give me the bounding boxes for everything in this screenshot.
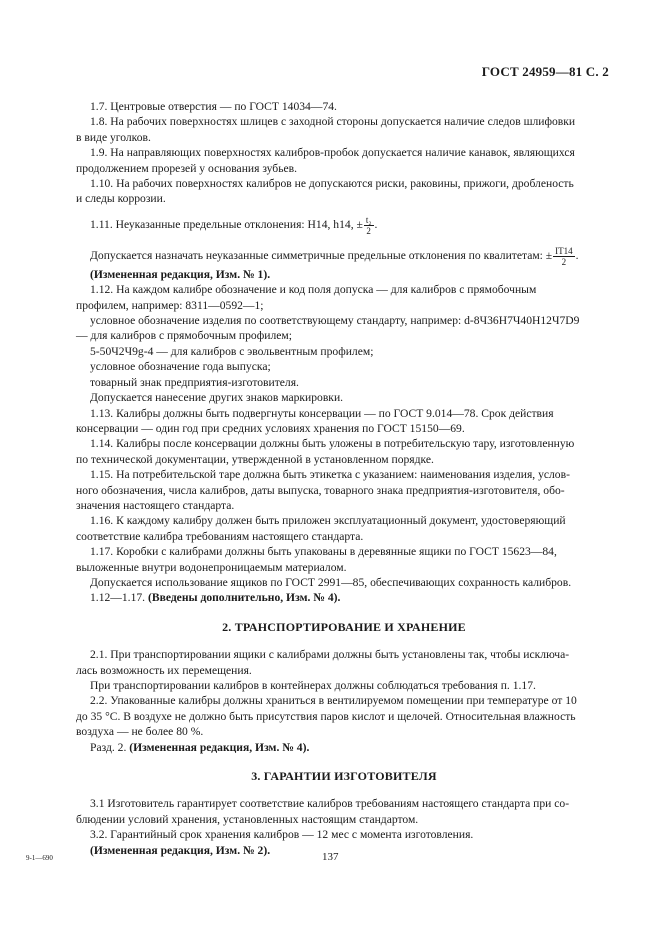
para-2-2: 2.2. Упакованные калибры должны храниться в вентилируемом помещении при температуре от 10 xyxy=(90,694,577,708)
para-1-9: 1.9. На направляющих поверхностях калибров-пробок допускается наличие канавок, являющихся xyxy=(90,146,575,160)
para-3-2: 3.2. Гарантийный срок хранения калибров — 12 мес с момента изготовления. xyxy=(90,828,474,842)
para-1-12-e: 5-50Ч2Ч9g-4 — для калибров с эвольвентным профилем; xyxy=(90,344,374,358)
para-3-1-cont: блюдении условий хранения, установленных настоящим стандартом. xyxy=(76,812,419,826)
para-2-1-cont: лась возможность их перемещения. xyxy=(76,663,252,677)
para-1-15-c: значения настоящего стандарта. xyxy=(76,498,235,512)
para-1-16-cont: соответствие калибра требованиям настоящего стандарта. xyxy=(76,529,364,543)
fraction-t2-2: $\frac{\text{t₂}}{2}$ xyxy=(365,214,372,236)
para-1-9-cont: продолжением прорезей у основания зубьев. xyxy=(76,161,298,175)
para-1-12-b: профилем, например: 8311—0592—1; xyxy=(76,298,264,312)
para-1-10: 1.10. На рабочих поверхностях калибров не допускаются риски, раковины, прижоги, дробленость xyxy=(90,177,574,191)
page-number: 137 xyxy=(322,851,339,863)
para-1-16: 1.16. К каждому калибру должен быть приложен эксплуатационный документ, удостоверяющий xyxy=(90,514,566,528)
fraction-it14-2: $\frac{IT14}{2}$ xyxy=(555,245,573,267)
para-1-12-c: условное обозначение изделия по соответствующему стандарту, например: d-8Ч36Н7Ч40Н12Ч7D9 xyxy=(90,314,580,328)
page-header: ГОСТ 24959—81 С. 2 xyxy=(481,64,609,79)
para-1-14: 1.14. Калибры после консервации должны быть уложены в потребительскую тару, изготовленную xyxy=(90,437,575,451)
para-2-2-c: воздуха — не более 80 %. xyxy=(76,725,204,739)
amendment-section-2: Разд. 2. (Измененная редакция, Изм. № 4). xyxy=(90,740,310,754)
para-1-10-cont: и следы коррозии. xyxy=(76,192,166,206)
para-1-11: 1.11. Неуказанные предельные отклонения: Н14, h14, ± $\frac{\text{t₂}}{2}$ . xyxy=(90,214,378,236)
para-1-15-b: ного обозначения, числа калибров, даты выпуска, товарного знака предприятия-изготовителя, обо- xyxy=(76,483,565,497)
para-symmetric: Допускается назначать неуказанные симметричные предельные отклонения по квалитетам: ± $\frac{IT14}{2}$ . xyxy=(90,245,579,267)
para-2-1: 2.1. При транспортировании ящики с калибрами должны быть установлены так, чтобы исключа- xyxy=(90,648,570,662)
print-code: 9-1—690 xyxy=(26,854,53,862)
para-2-1-c: При транспортировании калибров в контейнерах должны соблюдаться требования п. 1.17. xyxy=(90,679,536,692)
document-body xyxy=(76,99,598,858)
amendment-1: (Измененная редакция, Изм. № 1). xyxy=(90,267,271,281)
amendment-2: (Измененная редакция, Изм. № 2). xyxy=(90,843,271,857)
para-1-8-cont: в виде уголков. xyxy=(76,130,151,144)
para-1-13-cont: консервации — один год при средних условиях хранения по ГОСТ 15150—69. xyxy=(76,421,465,435)
para-1-17: 1.17. Коробки с калибрами должны быть упакованы в деревянные ящики по ГОСТ 15623—84, xyxy=(90,545,557,559)
para-1-12-g: товарный знак предприятия-изготовителя. xyxy=(90,375,299,389)
para-1-7: 1.7. Центровые отверстия — по ГОСТ 14034—74. xyxy=(90,100,337,113)
section-2-title: 2. ТРАНСПОРТИРОВАНИЕ И ХРАНЕНИЕ xyxy=(222,619,466,634)
para-1-12: 1.12. На каждом калибре обозначение и код поля допуска — для калибров с прямобочным xyxy=(90,283,537,297)
para-1-12-d: — для калибров с прямобочным профилем; xyxy=(76,329,292,343)
para-1-15: 1.15. На потребительской таре должна быть этикетка с указанием: наименования изделия, услов- xyxy=(90,468,570,482)
para-1-17-b: выложенные внутри водонепроницаемым материалом. xyxy=(76,560,347,574)
para-1-8: 1.8. На рабочих поверхностях шлицев с заходной стороны допускается наличие следов шлифовки xyxy=(90,115,576,129)
amendment-4-intro: 1.12—1.17. (Введены дополнительно, Изм. № 4). xyxy=(90,591,341,605)
para-1-12-f: условное обозначение года выпуска; xyxy=(90,360,271,374)
para-2-2-b: до 35 °С. В воздухе не должно быть присутствия паров кислот и щелочей. Относительная влажность xyxy=(76,709,576,723)
para-1-17-c: Допускается использование ящиков по ГОСТ 2991—85, обеспечивающих сохранность калибров. xyxy=(90,575,572,589)
para-3-1: 3.1 Изготовитель гарантирует соответствие калибров требованиям настоящего стандарта при со- xyxy=(90,797,570,811)
section-3-title: 3. ГАРАНТИИ ИЗГОТОВИТЕЛЯ xyxy=(251,769,437,784)
para-1-13: 1.13. Калибры должны быть подвергнуты консервации — по ГОСТ 9.014—78. Срок действия xyxy=(90,406,554,420)
para-1-12-h: Допускается нанесение других знаков маркировки. xyxy=(90,391,344,405)
para-1-14-cont: по технической документации, утвержденной в установленном порядке. xyxy=(76,452,434,466)
